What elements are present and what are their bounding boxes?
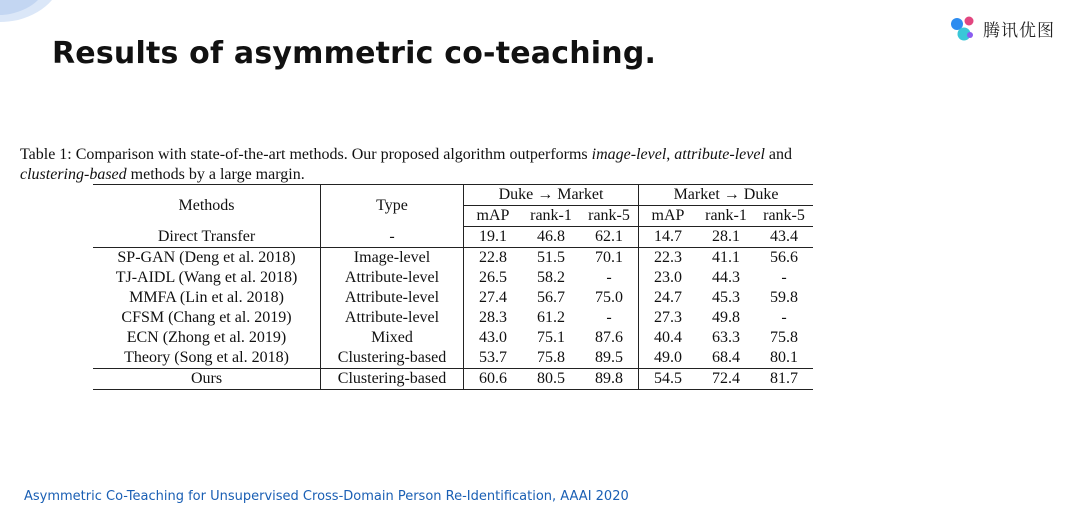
cell-value: 54.5 <box>639 369 698 390</box>
cell-value: 28.1 <box>712 228 740 245</box>
cell-method: TJ-AIDL (Wang et al. 2018) <box>93 268 321 288</box>
cell-value: 26.5 <box>479 269 507 286</box>
cell-value: 59.8 <box>770 289 798 306</box>
tencent-youtu-logo <box>948 13 1055 43</box>
caption-image-level: image-level <box>591 146 667 163</box>
cell-value: - <box>580 268 639 288</box>
cell-value: 58.2 <box>537 269 565 286</box>
cell-value: 75.0 <box>580 288 639 308</box>
cell-method: MMFA (Lin et al. 2018) <box>93 288 321 308</box>
cell-type: Attribute-level <box>321 268 464 288</box>
cell-value: 80.1 <box>770 349 798 366</box>
cell-value: 87.6 <box>580 328 639 348</box>
header-type: Type <box>321 185 464 227</box>
cell-value: 72.4 <box>697 369 755 390</box>
cell-value: 60.6 <box>464 369 523 390</box>
caption-attribute-level: attribute-level <box>674 146 765 163</box>
cell-value: 22.3 <box>639 248 698 269</box>
header-metric: mAP <box>639 206 698 227</box>
cell-value: - <box>580 308 639 328</box>
cell-value: 56.6 <box>755 248 813 269</box>
cell-value: 24.7 <box>654 289 682 306</box>
cell-value: 62.1 <box>580 227 639 248</box>
table-row <box>93 268 813 288</box>
header-market-to-duke: Market → Duke <box>639 185 814 206</box>
cell-value: 14.7 <box>654 228 682 245</box>
cell-method: Theory (Song et al. 2018) <box>93 348 321 369</box>
table-row <box>93 248 813 269</box>
cell-value: 56.7 <box>537 289 565 306</box>
cell-value: 46.8 <box>537 228 565 245</box>
cell-value: - <box>781 309 787 326</box>
logo-text: 腾讯优图 <box>983 20 1055 41</box>
cell-value: 28.3 <box>479 309 507 326</box>
cell-method: Direct Transfer <box>93 227 321 248</box>
cell-value: 89.5 <box>580 348 639 369</box>
header-metric: rank-1 <box>522 206 580 227</box>
cell-value: 49.8 <box>712 309 740 326</box>
youtu-logo-icon <box>948 13 978 43</box>
cell-type: Attribute-level <box>321 308 464 328</box>
cell-type: - <box>321 227 464 248</box>
header-metric: rank-5 <box>755 206 813 227</box>
results-body <box>93 227 813 390</box>
cell-value: 51.5 <box>522 248 580 269</box>
cell-value: 49.0 <box>654 349 682 366</box>
cell-value: 27.4 <box>479 289 507 306</box>
header-metric: rank-1 <box>697 206 755 227</box>
table-row <box>93 288 813 308</box>
cell-value: 89.8 <box>580 369 639 390</box>
header-methods: Methods <box>93 185 321 227</box>
cell-type: Image-level <box>321 248 464 269</box>
cell-value: 75.8 <box>537 349 565 366</box>
table-row <box>93 348 813 369</box>
cell-method: CFSM (Chang et al. 2019) <box>93 308 321 328</box>
cell-value: 43.0 <box>479 329 507 346</box>
cell-value: 44.3 <box>712 269 740 286</box>
table-row <box>93 308 813 328</box>
table-row-ours <box>93 369 813 390</box>
cell-value: 41.1 <box>697 248 755 269</box>
cell-value: 75.8 <box>770 329 798 346</box>
cell-type: Clustering-based <box>321 348 464 369</box>
cell-value: 45.3 <box>712 289 740 306</box>
header-metric: rank-5 <box>580 206 639 227</box>
cell-value: 19.1 <box>479 228 507 245</box>
cell-value: 40.4 <box>654 329 682 346</box>
caption-mid1: , <box>666 146 675 163</box>
cell-value: - <box>781 269 787 286</box>
cell-value: 23.0 <box>654 269 682 286</box>
caption-mid2: and <box>764 146 793 163</box>
cell-value: 81.7 <box>755 369 813 390</box>
table-caption <box>20 145 945 184</box>
cell-type: Attribute-level <box>321 288 464 308</box>
table-row <box>93 328 813 348</box>
paper-reference-footnote: Asymmetric Co-Teaching for Unsupervised Cross-Domain Person Re-Identification, AAAI 2020 <box>24 489 629 504</box>
cell-value: 27.3 <box>654 309 682 326</box>
cell-value: 75.1 <box>537 329 565 346</box>
cell-value: 43.4 <box>770 228 798 245</box>
cell-value: 70.1 <box>580 248 639 269</box>
header-metric: mAP <box>464 206 523 227</box>
caption-suffix: methods by a large margin. <box>126 165 305 183</box>
cell-method: ECN (Zhong et al. 2019) <box>93 328 321 348</box>
table-row <box>93 227 813 248</box>
cell-value: 61.2 <box>537 309 565 326</box>
cell-value: 53.7 <box>479 349 507 366</box>
results-table <box>93 184 813 390</box>
cell-type: Clustering-based <box>321 369 464 390</box>
cell-value: 22.8 <box>464 248 523 269</box>
slide-title: Results of asymmetric co-teaching. <box>52 36 657 71</box>
cell-method: SP-GAN (Deng et al. 2018) <box>93 248 321 269</box>
caption-clustering-based: clustering-based <box>20 165 127 183</box>
header-duke-to-market: Duke → Market <box>464 185 639 206</box>
cell-type: Mixed <box>321 328 464 348</box>
cell-value: 80.5 <box>522 369 580 390</box>
corner-decoration <box>0 0 60 24</box>
caption-prefix: Table 1: Comparison with state-of-the-art methods. Our proposed algorithm outperforms <box>20 146 592 163</box>
cell-method: Ours <box>93 369 321 390</box>
cell-value: 68.4 <box>712 349 740 366</box>
cell-value: 63.3 <box>712 329 740 346</box>
